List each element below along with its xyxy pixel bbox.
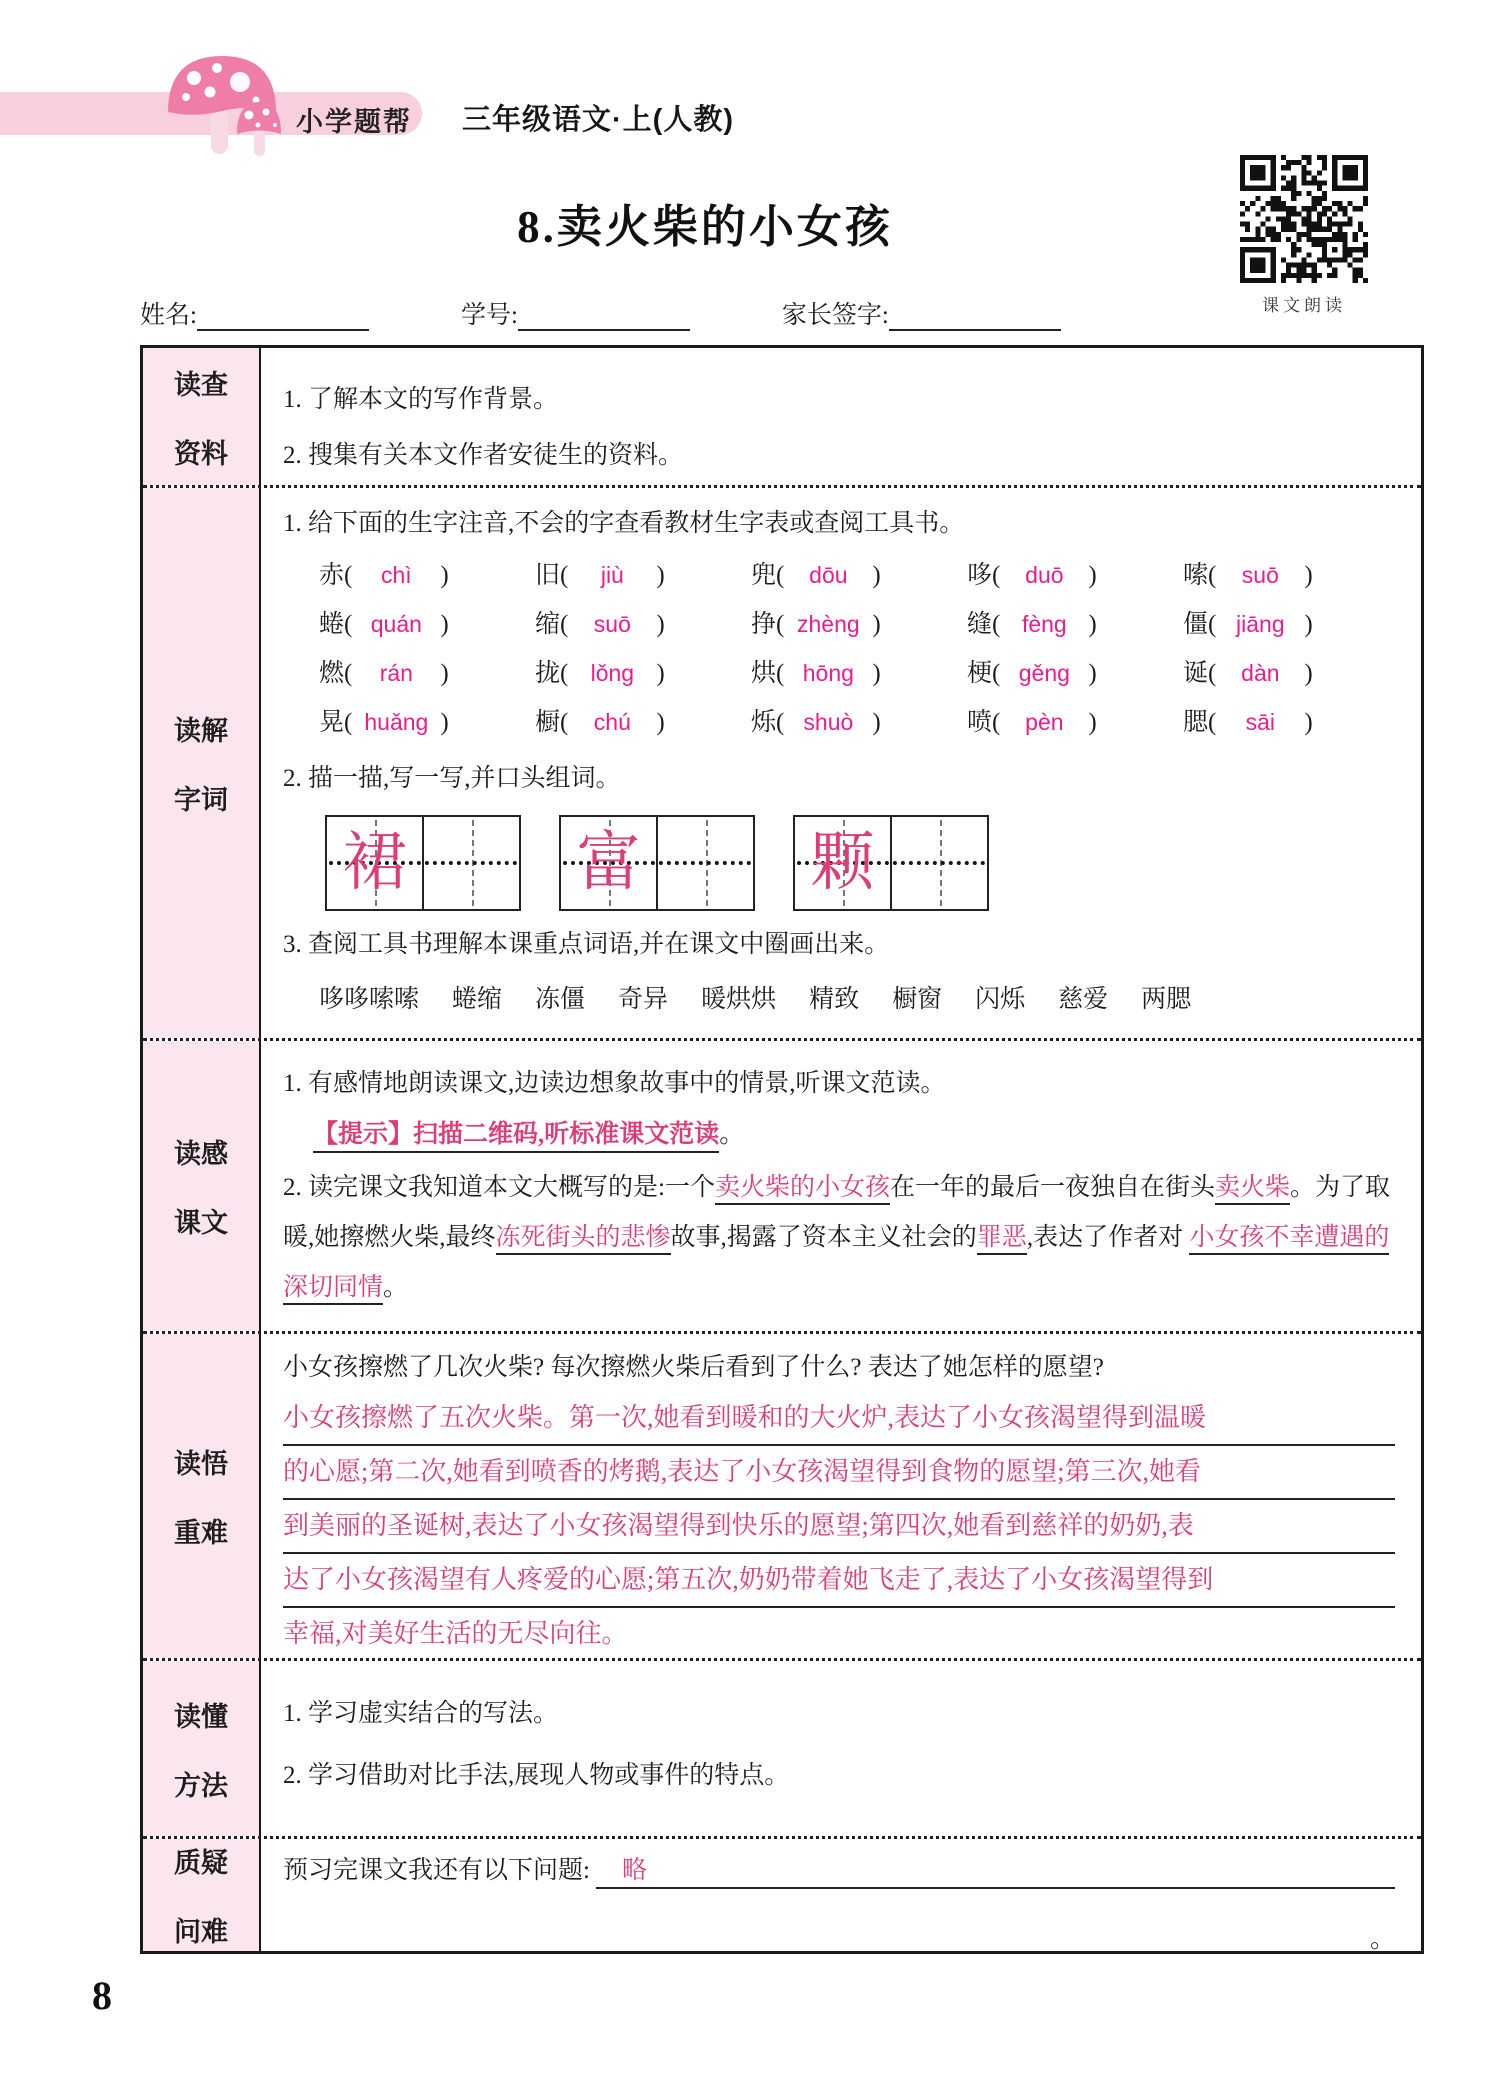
pinyin-answer: sāi <box>1245 709 1276 735</box>
pinyin-entry: 旧( jiù ) <box>535 552 751 598</box>
summary-segment: 卖火柴的小女孩 <box>715 1174 890 1205</box>
sidebar-label-read-grasp: 读悟 重难 <box>143 1334 261 1658</box>
empty-writing-cell[interactable] <box>658 817 753 909</box>
pinyin-answer: dōu <box>809 562 848 588</box>
pinyin-entry: 燃( rán ) <box>319 650 535 696</box>
empty-writing-cell[interactable] <box>424 817 519 909</box>
pinyin-answer: suō <box>593 611 631 637</box>
pinyin-answer: huǎng <box>364 709 429 735</box>
character: 兜 <box>751 562 777 589</box>
key-word: 橱窗 <box>892 986 943 1013</box>
empty-writing-cell[interactable] <box>892 817 987 909</box>
handwritten-answer <box>283 1392 1395 1661</box>
page-number: 8 <box>92 1973 112 2018</box>
student-id-label: 学号: <box>460 302 518 329</box>
summary-segment: 冻死街头的悲惨 <box>496 1224 671 1255</box>
summary-segment: 在一年的最后一夜独自在街头 <box>889 1174 1215 1201</box>
pinyin-grid <box>319 552 1399 745</box>
sidebar-label-read-words: 读解 字词 <box>143 488 261 1038</box>
trace-character-cell <box>795 817 892 909</box>
pinyin-entry: 梗( gěng ) <box>967 650 1183 696</box>
pinyin-answer: pèn <box>1025 709 1064 735</box>
pinyin-entry: 缝( fèng ) <box>967 601 1183 647</box>
doubt-prompt-row <box>283 1853 1395 1889</box>
pinyin-answer: duō <box>1025 562 1064 588</box>
summary-paragraph <box>283 1163 1395 1313</box>
section-read-feel <box>143 1041 1421 1334</box>
pinyin-entry: 烘( hōng ) <box>751 650 967 696</box>
character: 僵 <box>1183 611 1209 638</box>
character: 喷 <box>967 709 993 736</box>
pinyin-entry: 哆( duō ) <box>967 552 1183 598</box>
pinyin-entry: 腮( sāi ) <box>1183 699 1399 745</box>
student-fields <box>140 295 1430 331</box>
student-id-field <box>461 295 690 331</box>
summary-segment: 小女孩不幸遭遇的深切同情 <box>283 1224 1389 1305</box>
pinyin-entry: 烁( shuò ) <box>751 699 967 745</box>
section-read-research <box>143 348 1421 488</box>
doubt-blank-2[interactable] <box>283 1921 1362 1951</box>
method-item-2: 2. 学习借助对比手法,展现人物或事件的特点。 <box>283 1762 790 1789</box>
answer-line: 小女孩擦燃了五次火柴。第一次,她看到暖和的大火炉,表达了小女孩渴望得到温暖 <box>283 1392 1395 1446</box>
pinyin-entry: 缩( suō ) <box>535 601 751 647</box>
qr-caption: 课文朗读 <box>1262 296 1346 315</box>
words-item-3: 3. 查阅工具书理解本课重点词语,并在课文中圈画出来。 <box>283 931 890 958</box>
summary-segment: 。 <box>383 1274 409 1301</box>
key-word: 两腮 <box>1141 986 1192 1013</box>
pinyin-answer: shuò <box>803 709 854 735</box>
sidebar-label-question-doubt: 质疑 问难 <box>143 1839 261 1951</box>
trace-grid-row <box>325 815 1399 911</box>
pinyin-answer: fèng <box>1021 611 1067 637</box>
pinyin-answer: jiāng <box>1236 611 1285 637</box>
pinyin-answer: quán <box>370 611 422 637</box>
summary-segment: 罪恶 <box>977 1224 1027 1255</box>
pinyin-entry: 拢( lǒng ) <box>535 650 751 696</box>
character: 挣 <box>751 611 777 638</box>
answer-line: 的心愿;第二次,她看到喷香的烤鹅,表达了小女孩渴望得到食物的愿望;第三次,她看 <box>283 1446 1395 1500</box>
character: 梗 <box>967 660 993 687</box>
pinyin-entry: 喷( pèn ) <box>967 699 1183 745</box>
pinyin-entry: 晃( huǎng ) <box>319 699 535 745</box>
mushroom-logo-icon <box>158 50 290 158</box>
answer-line: 达了小女孩渴望有人疼爱的心愿;第五次,奶奶带着她飞走了,表达了小女孩渴望得到 <box>283 1554 1395 1608</box>
doubt-blank-1[interactable] <box>596 1853 1395 1889</box>
research-item-2: 2. 搜集有关本文作者安徒生的资料。 <box>283 442 684 469</box>
doubt-answer: 略 <box>621 1857 647 1884</box>
character-writing-grid <box>325 815 521 911</box>
trace-character: 富 <box>576 827 641 898</box>
key-words-list <box>319 979 1399 1015</box>
pinyin-entry: 诞( dàn ) <box>1183 650 1399 696</box>
research-item-1: 1. 了解本文的写作背景。 <box>283 386 559 413</box>
tip-line: 【提示】扫描二维码,听标准课文范读。 <box>313 1115 1395 1155</box>
pinyin-answer: zhèng <box>797 611 860 637</box>
pinyin-entry: 僵( jiāng ) <box>1183 601 1399 647</box>
trace-character-cell <box>327 817 424 909</box>
character: 晃 <box>319 709 345 736</box>
character: 诞 <box>1183 660 1209 687</box>
section-read-method <box>143 1661 1421 1839</box>
key-word: 奇异 <box>618 986 669 1013</box>
pinyin-answer: jiù <box>600 562 624 588</box>
character-writing-grid <box>559 815 755 911</box>
character: 哆 <box>967 562 993 589</box>
summary-segment: 。为了取暖,她擦燃火柴,最终 <box>283 1174 1391 1251</box>
pinyin-answer: dàn <box>1241 660 1280 686</box>
pinyin-answer: lǒng <box>590 660 635 686</box>
character: 蜷 <box>319 611 345 638</box>
words-item-1: 1. 给下面的生字注音,不会的字查看教材生字表或查阅工具书。 <box>283 510 965 537</box>
section-read-words <box>143 488 1421 1041</box>
character: 橱 <box>535 709 561 736</box>
summary-segment: 卖火柴 <box>1215 1174 1290 1205</box>
parent-sign-blank[interactable] <box>889 301 1061 331</box>
character: 赤 <box>319 562 345 589</box>
method-item-1: 1. 学习虚实结合的写法。 <box>283 1700 559 1727</box>
pinyin-entry: 赤( chì ) <box>319 552 535 598</box>
key-word: 哆哆嗦嗦 <box>319 986 420 1013</box>
brand-title: 小学题帮 <box>296 107 412 137</box>
pinyin-answer: suō <box>1241 562 1279 588</box>
key-word: 慈爱 <box>1058 986 1109 1013</box>
sidebar-label-read-method: 读懂 方法 <box>143 1661 261 1836</box>
character: 缩 <box>535 611 561 638</box>
parent-sign-label: 家长签字: <box>781 302 889 329</box>
key-question: 小女孩擦燃了几次火柴? 每次擦燃火柴后看到了什么? 表达了她怎样的愿望? <box>283 1354 1104 1381</box>
pinyin-entry: 嗦( suō ) <box>1183 552 1399 598</box>
pinyin-entry: 挣( zhèng ) <box>751 601 967 647</box>
pinyin-entry: 橱( chú ) <box>535 699 751 745</box>
pinyin-answer: gěng <box>1018 660 1070 686</box>
character: 烁 <box>751 709 777 736</box>
summary-segment: ,表达了作者对 <box>1026 1224 1190 1251</box>
preview-table <box>140 345 1424 1954</box>
trace-character-cell <box>561 817 658 909</box>
section-read-grasp <box>143 1334 1421 1661</box>
key-word: 暖烘烘 <box>701 986 777 1013</box>
name-blank[interactable] <box>197 301 369 331</box>
parent-sign-field <box>782 295 1061 331</box>
character: 腮 <box>1183 709 1209 736</box>
pinyin-entry: 蜷( quán ) <box>319 601 535 647</box>
qr-block <box>1238 155 1370 316</box>
qr-code <box>1240 155 1368 283</box>
pinyin-answer: hōng <box>802 660 854 686</box>
doubt-blank-row-2: 。 <box>283 1919 1395 1951</box>
student-id-blank[interactable] <box>518 301 690 331</box>
sidebar-label-read-research: 读查 资料 <box>143 348 261 485</box>
trace-character: 颗 <box>810 827 875 898</box>
pinyin-answer: chú <box>593 709 631 735</box>
answer-line: 幸福,对美好生活的无尽向往。 <box>283 1608 1395 1661</box>
feel-item-1: 1. 有感情地朗读课文,边读边想象故事中的情景,听课文范读。 <box>283 1070 946 1097</box>
lesson-title: 8.卖火柴的小女孩 <box>517 202 893 252</box>
trace-character: 裙 <box>342 827 407 898</box>
answer-line: 到美丽的圣诞树,表达了小女孩渴望得到快乐的愿望;第四次,她看到慈祥的奶奶,表 <box>283 1500 1395 1554</box>
name-label: 姓名: <box>140 302 197 329</box>
words-item-2: 2. 描一描,写一写,并口头组词。 <box>283 765 621 792</box>
name-field <box>140 295 369 331</box>
key-word: 冻僵 <box>535 986 586 1013</box>
key-word: 蜷缩 <box>452 986 503 1013</box>
character: 旧 <box>535 562 561 589</box>
pinyin-entry: 兜( dōu ) <box>751 552 967 598</box>
character-writing-grid <box>793 815 989 911</box>
pinyin-answer: rán <box>379 660 413 686</box>
character: 拢 <box>535 660 561 687</box>
tip-text: 【提示】扫描二维码,听标准课文范读 <box>313 1121 719 1153</box>
character: 缝 <box>967 611 993 638</box>
pinyin-answer: chì <box>381 562 412 588</box>
key-word: 闪烁 <box>975 986 1026 1013</box>
section-question-doubt <box>143 1839 1421 1951</box>
character: 嗦 <box>1183 562 1209 589</box>
key-word: 精致 <box>809 986 860 1013</box>
sidebar-label-read-feel: 读感 课文 <box>143 1041 261 1331</box>
doubt-prompt: 预习完课文我还有以下问题: <box>283 1857 590 1884</box>
character: 燃 <box>319 660 345 687</box>
character: 烘 <box>751 660 777 687</box>
series-title: 三年级语文·上(人教) <box>462 104 734 136</box>
summary-segment: 2. 读完课文我知道本文大概写的是:一个 <box>283 1174 715 1201</box>
summary-segment: 故事,揭露了资本主义社会的 <box>670 1224 977 1251</box>
